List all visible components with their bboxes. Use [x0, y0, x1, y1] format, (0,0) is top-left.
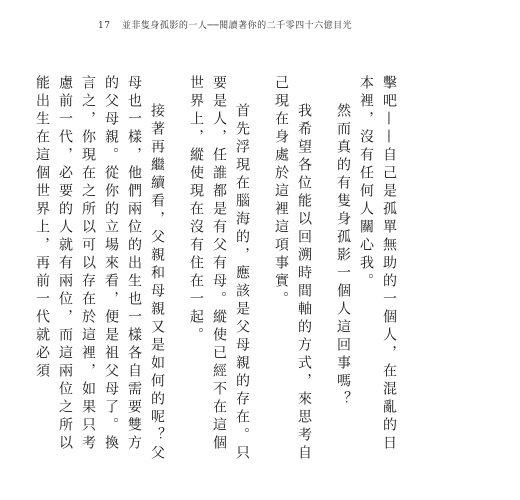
paragraph-1: 擊吧——自己是孤單無助的一個人，在混亂的日本裡，沒有任何人關心我。 — [358, 75, 397, 453]
running-title: 並非隻身孤影的一人──閱讀著你的二千零四十六億目光 — [121, 21, 353, 31]
paragraph-4: 首先浮現在腦海的，應該是父母親的存在。只要是人，任誰都是有父有母。縱使已經不在這個世界上，縱使現在沒有住在一起。 — [188, 75, 250, 463]
paragraph-3: 我希望各位能以回溯時間軸的方式，來思考自己現在身處於這裡這項事實。 — [273, 75, 312, 463]
running-header — [98, 18, 352, 31]
body-text — [34, 75, 400, 467]
page-number: 17 — [98, 21, 111, 31]
paragraph-2: 然而真的有隻身孤影一個人這回事嗎？ — [335, 103, 351, 409]
paragraph-5: 接著再繼續看，父親和母親又是如何的呢？父母也一樣，他們兩位的出生也一樣各自需要雙方的父母親。從你的立場來看，便是祖父母了。換言之，你現在之所以可以存在於這裡，如果只考慮前一代，必要的人就有兩位，而這兩位之所以能出生在這個世界上，再前一代就必須 — [34, 75, 165, 463]
